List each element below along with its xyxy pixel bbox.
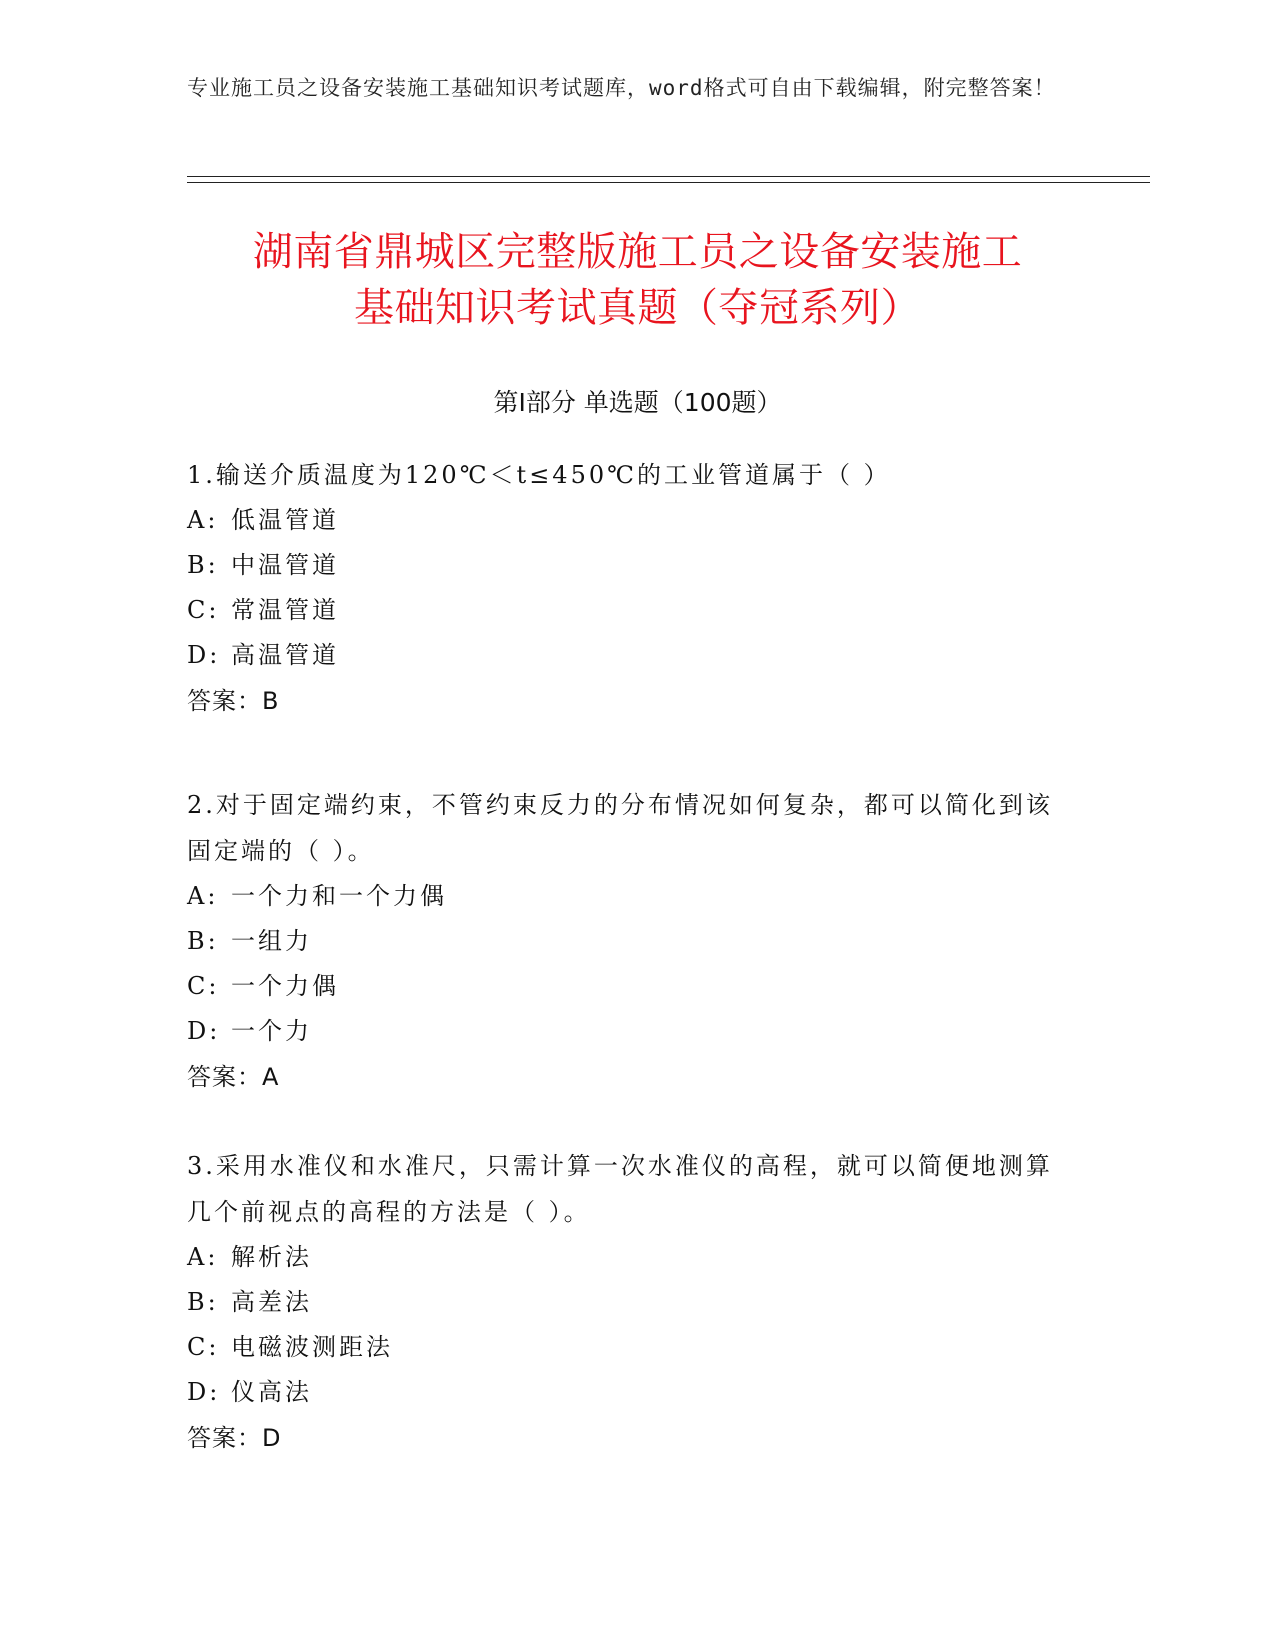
header-rule-bottom	[187, 182, 1150, 183]
option-b	[187, 919, 1067, 964]
option-text: 高差法	[231, 1288, 312, 1316]
option-a	[187, 1235, 1067, 1280]
option-key: C:	[187, 972, 220, 1000]
option-key: B:	[187, 1288, 219, 1316]
option-a	[187, 874, 1067, 919]
option-c	[187, 588, 1067, 633]
option-text: 电磁波测距法	[231, 1333, 393, 1361]
section-heading: 第Ⅰ部分 单选题（100题）	[493, 388, 782, 417]
option-text: 高温管道	[231, 641, 339, 669]
option-text: 解析法	[231, 1243, 312, 1271]
question-3	[187, 1143, 1067, 1461]
answer: 答案：B	[187, 687, 280, 715]
document-title	[150, 224, 1125, 336]
option-text: 低温管道	[231, 506, 339, 534]
option-c	[187, 1325, 1067, 1370]
option-key: A:	[187, 506, 219, 534]
option-key: A:	[187, 882, 219, 910]
answer: 答案：D	[187, 1424, 282, 1452]
option-text: 一个力和一个力偶	[231, 882, 447, 910]
option-text: 一个力偶	[231, 972, 339, 1000]
document-title-line-2: 基础知识考试真题（夺冠系列）	[354, 285, 921, 331]
option-c	[187, 964, 1067, 1009]
option-text: 常温管道	[231, 596, 339, 624]
header-note: 专业施工员之设备安装施工基础知识考试题库，word格式可自由下载编辑，附完整答案！	[187, 76, 1056, 100]
option-text: 一个力	[231, 1017, 312, 1045]
question-stem: 1.输送介质温度为120℃＜t≤450℃的工业管道属于（ ）	[187, 461, 891, 489]
option-d	[187, 1009, 1067, 1054]
question-stem: 3.采用水准仪和水准尺，只需计算一次水准仪的高程，就可以简便地测算几个前视点的高程的方法是（ ）。	[187, 1152, 1053, 1226]
option-key: C:	[187, 596, 220, 624]
option-a	[187, 498, 1067, 543]
document-title-line-1: 湖南省鼎城区完整版施工员之设备安装施工	[252, 229, 1023, 275]
option-d	[187, 633, 1067, 678]
option-b	[187, 1280, 1067, 1325]
option-key: D:	[187, 1017, 221, 1045]
option-b	[187, 543, 1067, 588]
header-rule-top	[187, 176, 1150, 177]
question-1	[187, 452, 1067, 724]
answer: 答案：A	[187, 1063, 280, 1091]
option-key: C:	[187, 1333, 220, 1361]
question-2	[187, 782, 1067, 1100]
option-key: B:	[187, 927, 219, 955]
option-text: 仪高法	[231, 1378, 312, 1406]
option-d	[187, 1370, 1067, 1415]
option-key: D:	[187, 1378, 221, 1406]
option-text: 一组力	[231, 927, 312, 955]
option-text: 中温管道	[231, 551, 339, 579]
option-key: D:	[187, 641, 221, 669]
option-key: B:	[187, 551, 219, 579]
option-key: A:	[187, 1243, 219, 1271]
question-stem: 2.对于固定端约束，不管约束反力的分布情况如何复杂，都可以简化到该固定端的（ ）。	[187, 791, 1053, 865]
